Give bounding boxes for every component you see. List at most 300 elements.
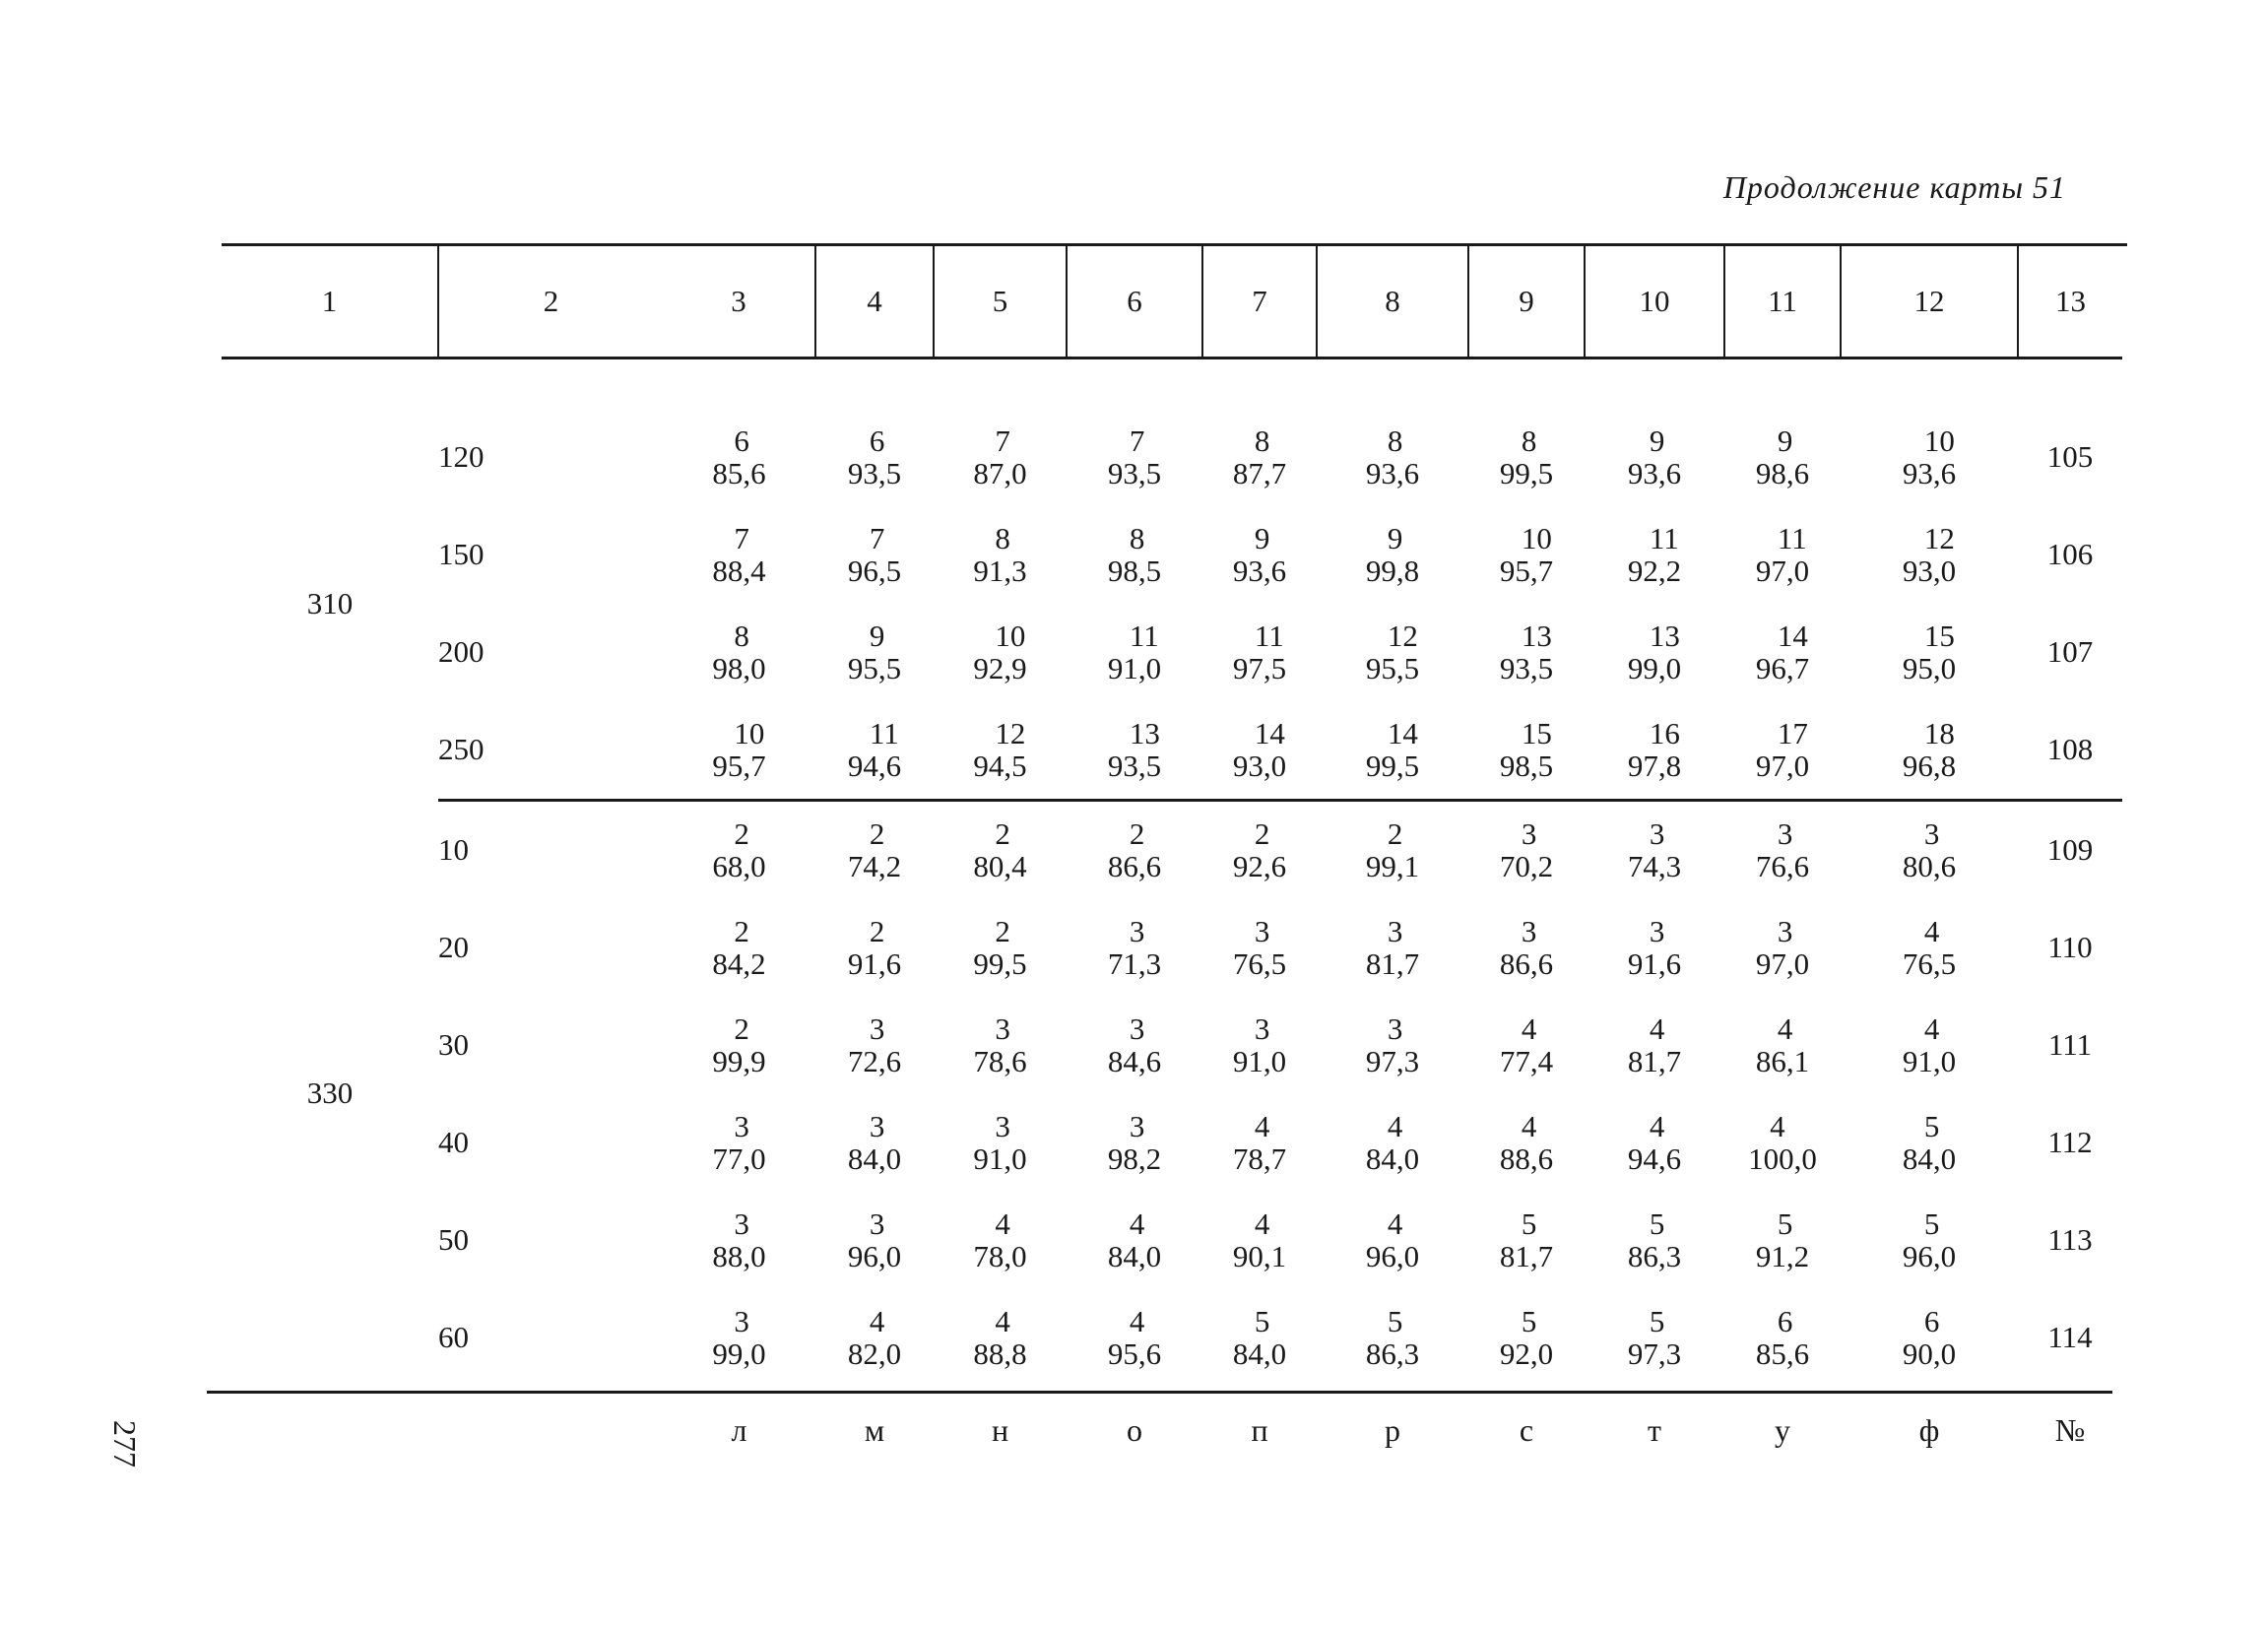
- cell-value-pair: [1107, 520, 1162, 588]
- row-number: 106: [2046, 537, 2094, 572]
- cell-percent: 93,5: [847, 455, 902, 490]
- table-cell: [815, 801, 934, 900]
- cell-percent: 97,0: [1755, 748, 1810, 783]
- table-cell: [1202, 801, 1317, 900]
- cell-count: 10: [734, 715, 765, 750]
- cell-percent: 97,3: [1365, 1043, 1420, 1078]
- cell-count: 9: [1254, 520, 1270, 555]
- cell-count: 8: [995, 520, 1010, 555]
- table-row: [222, 1094, 2122, 1192]
- cell-value-pair: [1755, 1010, 1810, 1078]
- cell-percent: 96,5: [847, 553, 902, 588]
- cell-percent: 85,6: [712, 455, 766, 490]
- cell-percent: 94,6: [1627, 1140, 1682, 1176]
- row-parameter: 40: [438, 1125, 469, 1160]
- cell-percent: 98,6: [1755, 455, 1810, 490]
- cell-count: 4: [1777, 1010, 1793, 1046]
- cell-count: 8: [1254, 423, 1270, 458]
- table-cell: [1841, 409, 2018, 506]
- cell-value-pair: [1107, 1010, 1162, 1078]
- cell-value-pair: [712, 913, 766, 981]
- column-header-7: 7: [1202, 246, 1317, 358]
- cell-percent: 93,5: [1107, 455, 1162, 490]
- table-cell: [1202, 1094, 1317, 1192]
- cell-count: 3: [1387, 913, 1403, 948]
- table-row: [222, 1192, 2122, 1289]
- column-header-8: 8: [1317, 246, 1468, 358]
- table-cell: [934, 409, 1067, 506]
- cell-count: 15: [1521, 715, 1552, 750]
- cell-value-pair: [1627, 715, 1682, 783]
- cell-value-pair: [1755, 520, 1810, 588]
- table-cell: [1468, 1094, 1585, 1192]
- footer-letter: н: [991, 1412, 1009, 1449]
- cell-percent: 76,5: [1902, 945, 1957, 981]
- table-cell: [1317, 801, 1468, 900]
- row-parameter: 150: [438, 537, 485, 572]
- table-cell: [663, 1192, 815, 1289]
- table-cell: [663, 997, 815, 1094]
- cell-percent: 80,6: [1902, 848, 1957, 883]
- table-row: [222, 1289, 2122, 1387]
- cell-value-pair: [847, 520, 902, 588]
- table-cell: [1724, 1289, 1841, 1387]
- cell-count: 9: [1777, 423, 1793, 458]
- row-parameter: 30: [438, 1027, 469, 1063]
- table-cell: [1317, 1289, 1468, 1387]
- table-cell: [815, 1094, 934, 1192]
- cell-count: 3: [1521, 815, 1537, 851]
- row-parameter: 20: [438, 930, 469, 965]
- cell-count: 10: [1521, 520, 1552, 555]
- table-row: [222, 506, 2122, 604]
- cell-count: 2: [869, 913, 885, 948]
- cell-value-pair: [1500, 425, 1553, 489]
- cell-count: 6: [1777, 1303, 1793, 1338]
- data-table: [222, 246, 2122, 1475]
- row-parameter: 50: [438, 1222, 469, 1258]
- cell-value-pair: [1232, 1205, 1287, 1273]
- table-cell: [1067, 899, 1202, 997]
- table-cell: [1067, 1094, 1202, 1192]
- cell-count: 13: [1649, 618, 1680, 653]
- table-cell: [1468, 1289, 1585, 1387]
- cell-percent: 91,2: [1755, 1238, 1810, 1273]
- cell-value-pair: [1499, 520, 1554, 588]
- cell-count: 3: [1777, 913, 1793, 948]
- cell-percent: 96,0: [1902, 1238, 1957, 1273]
- cell-percent: 87,0: [973, 455, 1027, 490]
- cell-value-pair: [1232, 1303, 1287, 1371]
- table-cell: [1202, 997, 1317, 1094]
- cell-count: 6: [734, 423, 749, 458]
- column-header-10: 10: [1585, 246, 1724, 358]
- table-cell: [1468, 409, 1585, 506]
- cell-percent: 70,2: [1499, 848, 1554, 883]
- table-cell: [663, 701, 815, 801]
- cell-value-pair: [1107, 1303, 1162, 1371]
- table-cell: [1468, 506, 1585, 604]
- cell-count: 14: [1254, 715, 1285, 750]
- cell-value-pair: [1107, 815, 1162, 883]
- cell-count: 18: [1923, 715, 1955, 750]
- cell-count: 3: [995, 1010, 1010, 1046]
- cell-percent: 99,5: [973, 945, 1027, 981]
- table-cell: [1317, 899, 1468, 997]
- cell-count: 7: [1129, 423, 1145, 458]
- cell-percent: 74,2: [847, 848, 902, 883]
- cell-value-pair: [1755, 1205, 1810, 1273]
- table-cell: [1724, 1094, 1841, 1192]
- table-cell: [1317, 506, 1468, 604]
- cell-count: 8: [734, 618, 749, 653]
- cell-value-pair: [847, 1010, 902, 1078]
- cell-count: 5: [1521, 1205, 1537, 1241]
- row-parameter: 250: [438, 701, 663, 801]
- table-cell: [1724, 899, 1841, 997]
- row-number: 109: [2046, 832, 2094, 868]
- table-cell: [1067, 701, 1202, 801]
- cell-value-pair: [1233, 425, 1286, 489]
- cell-count: 3: [734, 1303, 749, 1338]
- cell-count: 10: [1923, 423, 1955, 458]
- cell-value-pair: [1903, 425, 1956, 489]
- cell-count: 2: [995, 815, 1010, 851]
- cell-percent: 95,5: [847, 650, 902, 685]
- cell-count: 15: [1923, 618, 1955, 653]
- table-cell: [1841, 604, 2018, 701]
- cell-value-pair: [847, 1303, 902, 1371]
- footer-letter: с: [1519, 1412, 1534, 1449]
- row-number: 107: [2046, 634, 2094, 670]
- cell-percent: 74,3: [1627, 848, 1682, 883]
- cell-value-pair: [973, 520, 1027, 588]
- cell-percent: 68,0: [712, 848, 766, 883]
- cell-count: 8: [1387, 423, 1403, 458]
- table-cell: [1067, 1289, 1202, 1387]
- cell-percent: 91,0: [1107, 650, 1162, 685]
- table-cell: [1724, 701, 1841, 801]
- cell-count: 2: [734, 815, 749, 851]
- cell-percent: 88,6: [1499, 1140, 1554, 1176]
- cell-count: 11: [1649, 520, 1679, 555]
- cell-count: 12: [1923, 520, 1955, 555]
- cell-count: 3: [734, 1108, 749, 1143]
- cell-count: 2: [869, 815, 885, 851]
- cell-count: 5: [1649, 1303, 1665, 1338]
- cell-percent: 96,0: [847, 1238, 902, 1273]
- cell-count: 5: [1923, 1205, 1940, 1241]
- cell-percent: 77,0: [712, 1140, 766, 1176]
- column-header-9: 9: [1468, 246, 1585, 358]
- cell-count: 11: [1129, 618, 1159, 653]
- cell-percent: 93,6: [1902, 455, 1957, 490]
- cell-value-pair: [712, 1303, 766, 1371]
- cell-percent: 94,6: [847, 748, 902, 783]
- cell-percent: 91,3: [973, 553, 1027, 588]
- cell-value-pair: [1499, 1010, 1554, 1078]
- cell-value-pair: [973, 1108, 1027, 1176]
- cell-value-pair: [1365, 1108, 1420, 1176]
- row-number: 108: [2018, 701, 2122, 801]
- table-cell: [1468, 701, 1585, 801]
- cell-count: 4: [1254, 1108, 1270, 1143]
- table-row: [222, 604, 2122, 701]
- cell-value-pair: [1755, 913, 1810, 981]
- cell-count: 5: [1923, 1108, 1940, 1143]
- cell-value-pair: [1107, 715, 1162, 783]
- cell-value-pair: [1107, 913, 1162, 981]
- cell-value-pair: [1232, 520, 1287, 588]
- table-cell: [663, 1289, 815, 1387]
- table-row: [222, 801, 2122, 900]
- table-cell: [934, 506, 1067, 604]
- cell-count: 5: [1254, 1303, 1270, 1338]
- cell-count: 4: [1129, 1303, 1145, 1338]
- cell-percent: 99,5: [1499, 455, 1554, 490]
- cell-percent: 72,6: [847, 1043, 902, 1078]
- cell-value-pair: [1627, 1108, 1682, 1176]
- table-cell: [934, 899, 1067, 997]
- table-cell: [1202, 1289, 1317, 1387]
- cell-value-pair: [712, 815, 766, 883]
- table-cell: [1067, 506, 1202, 604]
- cell-percent: 98,5: [1107, 553, 1162, 588]
- row-number: 111: [2047, 1027, 2093, 1063]
- cell-count: 3: [1649, 913, 1665, 948]
- cell-percent: 99,0: [712, 1336, 766, 1371]
- table-cell: [1724, 801, 1841, 900]
- table-cell: [1468, 997, 1585, 1094]
- cell-value-pair: [973, 815, 1027, 883]
- table-bottom-rule: [207, 1391, 2112, 1394]
- group-330: [222, 801, 2122, 1388]
- table-cell: [934, 997, 1067, 1094]
- cell-percent: 97,8: [1627, 748, 1682, 783]
- cell-percent: 88,0: [712, 1238, 766, 1273]
- cell-count: 5: [1777, 1205, 1793, 1241]
- table-cell: [1202, 1192, 1317, 1289]
- cell-percent: 93,5: [1107, 748, 1162, 783]
- table-row: [222, 899, 2122, 997]
- cell-percent: 98,5: [1499, 748, 1554, 783]
- table-cell: [1585, 997, 1724, 1094]
- cell-value-pair: [1902, 1205, 1957, 1273]
- cell-count: 14: [1777, 618, 1808, 653]
- cell-value-pair: [1365, 520, 1420, 588]
- table-cell: [815, 1289, 934, 1387]
- cell-count: 7: [734, 520, 749, 555]
- table-cell: [1724, 1192, 1841, 1289]
- cell-percent: 95,7: [712, 748, 766, 783]
- row-number: 114: [2047, 1320, 2093, 1355]
- cell-value-pair: [1232, 1108, 1287, 1176]
- table-cell: [1317, 409, 1468, 506]
- cell-count: 4: [995, 1205, 1010, 1241]
- cell-value-pair: [973, 620, 1026, 684]
- cell-percent: 84,6: [1107, 1043, 1162, 1078]
- cell-value-pair: [1499, 1108, 1554, 1176]
- cell-value-pair: [847, 1205, 902, 1273]
- group-label: 310: [306, 586, 354, 621]
- cell-value-pair: [712, 715, 766, 783]
- cell-value-pair: [1748, 1108, 1817, 1176]
- cell-percent: 91,0: [1902, 1043, 1957, 1078]
- cell-percent: 88,8: [973, 1336, 1027, 1371]
- column-header-1: 1: [321, 283, 338, 318]
- footer-letter: п: [1251, 1412, 1268, 1449]
- table-cell: [1202, 506, 1317, 604]
- cell-percent: 93,5: [1499, 650, 1554, 685]
- cell-value-pair: [973, 1010, 1027, 1078]
- cell-value-pair: [973, 715, 1027, 783]
- cell-value-pair: [1902, 1108, 1957, 1176]
- cell-percent: 91,6: [847, 945, 902, 981]
- cell-percent: 97,0: [1755, 945, 1810, 981]
- cell-count: 4: [1923, 913, 1940, 948]
- table-cell: [1468, 604, 1585, 701]
- cell-percent: 87,7: [1232, 455, 1287, 490]
- cell-count: 4: [1770, 1108, 1785, 1143]
- cell-percent: 78,7: [1232, 1140, 1287, 1176]
- row-parameter: 60: [438, 1320, 469, 1355]
- cell-value-pair: [1902, 815, 1957, 883]
- cell-percent: 80,4: [973, 848, 1027, 883]
- row-number: 105: [2046, 439, 2094, 475]
- footer-letter: м: [864, 1412, 885, 1449]
- column-header-4: 4: [815, 246, 934, 358]
- table-cell: [1202, 604, 1317, 701]
- cell-percent: 97,5: [1232, 650, 1287, 685]
- cell-count: 9: [869, 618, 885, 653]
- cell-value-pair: [1365, 1303, 1420, 1371]
- cell-value-pair: [1628, 620, 1681, 684]
- cell-value-pair: [1755, 815, 1810, 883]
- table-cell: [815, 997, 934, 1094]
- footer-letter: л: [731, 1412, 747, 1449]
- cell-percent: 96,7: [1755, 650, 1810, 685]
- cell-percent: 95,7: [1499, 553, 1554, 588]
- cell-percent: 77,4: [1499, 1043, 1554, 1078]
- cell-percent: 98,2: [1107, 1140, 1162, 1176]
- group-310: [222, 358, 2122, 801]
- cell-count: 3: [869, 1205, 885, 1241]
- cell-percent: 96,8: [1902, 748, 1957, 783]
- cell-percent: 90,1: [1232, 1238, 1287, 1273]
- table-cell: [663, 801, 815, 900]
- cell-count: 9: [1387, 520, 1403, 555]
- cell-percent: 78,6: [973, 1043, 1027, 1078]
- cell-value-pair: [847, 1108, 902, 1176]
- cell-percent: 86,6: [1107, 848, 1162, 883]
- cell-count: 13: [1129, 715, 1160, 750]
- table-cell: [1067, 997, 1202, 1094]
- table-cell: [1585, 604, 1724, 701]
- column-header-3: 3: [731, 283, 746, 318]
- footer-letter: р: [1385, 1412, 1400, 1449]
- table-cell: [663, 604, 815, 701]
- table-cell: [815, 409, 934, 506]
- cell-value-pair: [1232, 913, 1287, 981]
- cell-count: 3: [869, 1010, 885, 1046]
- cell-percent: 76,5: [1232, 945, 1287, 981]
- table-cell: [1841, 1192, 2018, 1289]
- table-cell: [1202, 899, 1317, 997]
- cell-percent: 94,5: [973, 748, 1027, 783]
- cell-value-pair: [1365, 715, 1420, 783]
- cell-percent: 86,3: [1365, 1336, 1420, 1371]
- cell-value-pair: [1232, 715, 1287, 783]
- cell-value-pair: [847, 815, 902, 883]
- cell-percent: 99,9: [712, 1043, 766, 1078]
- table-caption: Продолжение карты 51: [1722, 169, 2066, 205]
- cell-percent: 93,6: [1365, 455, 1420, 490]
- cell-value-pair: [712, 425, 765, 489]
- table-cell: [1317, 604, 1468, 701]
- cell-count: 4: [995, 1303, 1010, 1338]
- cell-percent: 100,0: [1748, 1140, 1817, 1176]
- cell-value-pair: [848, 425, 901, 489]
- cell-count: 6: [1923, 1303, 1940, 1338]
- cell-count: 4: [1649, 1010, 1665, 1046]
- row-parameter: 200: [438, 634, 485, 670]
- cell-percent: 85,6: [1755, 1336, 1810, 1371]
- cell-value-pair: [1499, 1205, 1554, 1273]
- cell-count: 3: [1521, 913, 1537, 948]
- cell-count: 17: [1777, 715, 1808, 750]
- cell-count: 4: [1387, 1108, 1403, 1143]
- cell-value-pair: [1627, 1010, 1682, 1078]
- cell-percent: 97,3: [1627, 1336, 1682, 1371]
- table-cell: [663, 409, 815, 506]
- cell-percent: 99,0: [1627, 650, 1682, 685]
- cell-value-pair: [1233, 620, 1286, 684]
- page-number: 277: [107, 1420, 143, 1467]
- cell-count: 4: [1129, 1205, 1145, 1241]
- row-number: 110: [2047, 930, 2093, 965]
- footer-letter: т: [1648, 1412, 1661, 1449]
- cell-percent: 86,1: [1755, 1043, 1810, 1078]
- cell-value-pair: [1755, 715, 1810, 783]
- cell-percent: 93,6: [1232, 553, 1287, 588]
- cell-count: 2: [734, 1010, 749, 1046]
- cell-count: 8: [1521, 423, 1537, 458]
- table-cell: [1317, 1094, 1468, 1192]
- column-header-2: 2: [438, 246, 663, 358]
- cell-value-pair: [1365, 815, 1420, 883]
- cell-percent: 95,0: [1902, 650, 1957, 685]
- table-cell: [1585, 899, 1724, 997]
- cell-count: 13: [1521, 618, 1552, 653]
- table-cell: [934, 701, 1067, 801]
- cell-value-pair: [1499, 1303, 1554, 1371]
- cell-count: 4: [1254, 1205, 1270, 1241]
- cell-percent: 76,6: [1755, 848, 1810, 883]
- cell-value-pair: [1627, 520, 1682, 588]
- cell-count: 3: [734, 1205, 749, 1241]
- cell-count: 5: [1649, 1205, 1665, 1241]
- cell-percent: 92,2: [1627, 553, 1682, 588]
- cell-value-pair: [1499, 715, 1554, 783]
- table-cell: [663, 1094, 815, 1192]
- cell-value-pair: [973, 425, 1026, 489]
- cell-value-pair: [712, 1205, 766, 1273]
- cell-count: 2: [1254, 815, 1270, 851]
- table-cell: [1317, 1192, 1468, 1289]
- cell-count: 4: [1521, 1108, 1537, 1143]
- table-cell: [1468, 801, 1585, 900]
- cell-value-pair: [712, 1108, 766, 1176]
